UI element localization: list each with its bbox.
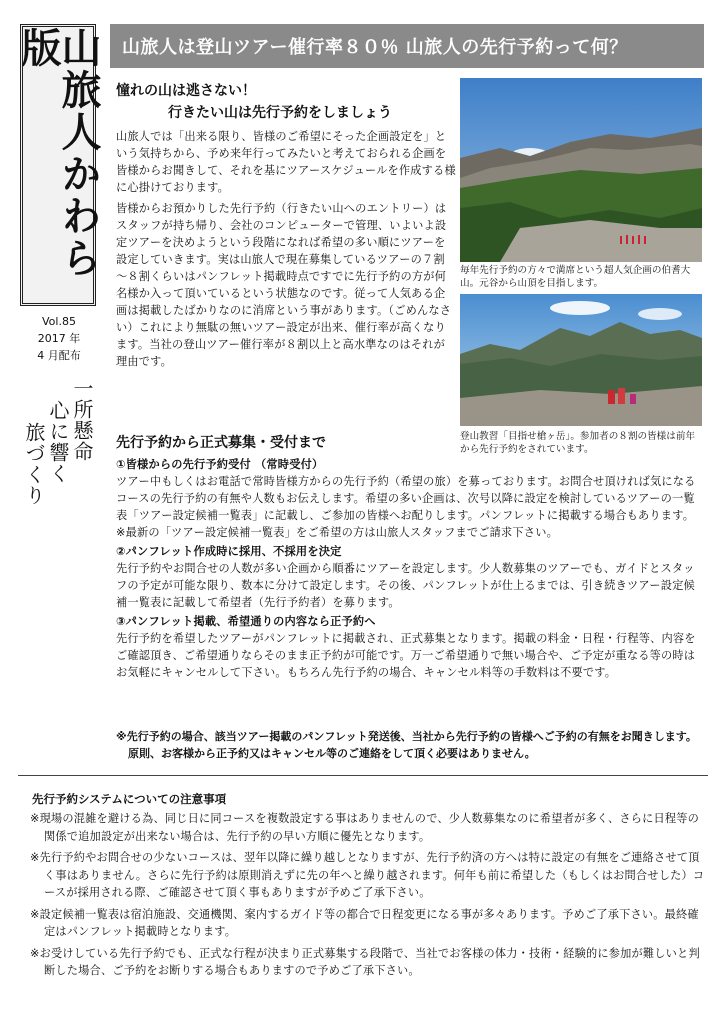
motto-line-1: 一所懸命 (70, 378, 94, 462)
notice-item: ※お受けしている先行予約でも、正式な行程が決まり正式募集する段階で、当社でお客様の体力・技術・経験的に参加が難しいと判断した場合、ご予約をお断りする場合もありますので予めご了承下さい。 (30, 946, 700, 977)
section-title: 先行予約から正式募集・受付まで (116, 435, 326, 451)
step-1-body: ツアー中もしくはお電話で常時皆様方からの先行予約（希望の旅）を募っております。お問合せ頂ければ気になるコースの先行予約の有無や人数もお伝えします。希望の多い企画は、次号以降に設定を検討しているツアーの一覧表「ツアー設定候補一覧表」に記載し、ご参加の皆様へお配りします。パンフレットに掲載する場合もあります。 (116, 475, 696, 522)
pre-reservation-note: ※先行予約の場合、該当ツアー掲載のパンフレット発送後、当社から先行予約の皆様へご予約の有無をお聞きします。原則、お客様から正予約又はキャンセル等のご連絡をして頂く必要はありません。 (116, 730, 697, 760)
newsletter-title-box (15, 24, 102, 306)
intro-heading-line-2: 行きたい山は先行予約をしましょう (168, 105, 392, 121)
steps-list (116, 456, 706, 681)
intro-paragraph-2: 皆様からお預かりした先行予約（行きたい山へのエントリー）はスタッフが持ち帰り、会社のコンピューターで管理、いよいよ設定ツアーを決めようという段階になれば希望の多い順にツアーを設定していきます。実は山旅人で現在募集しているツアーの７割～８割くらいはパンフレット掲載時点ですでに先行予約の方が何名様か入って頂いているという状態なのです。従って人気ある企画は掲載したばかりなのに消席という事があります。（ごめんなさい）これにより無駄の無いツアー設定が出来、催行率が高くなります。当社の登山ツアー催行率が８割以上と高水準なのはそれが理由です。 (116, 202, 452, 368)
step-1-note: ※最新の「ツアー設定候補一覧表」をご希望の方は山旅人スタッフまでご請求下さい。 (116, 526, 558, 539)
divider (18, 775, 708, 776)
step-1-title: ①皆様からの先行予約受付 （常時受付） (116, 458, 324, 471)
photo-caption-2: 登山教習「目指せ槍ヶ岳」。参加者の８割の皆様は前年から先行予約をされています。 (460, 431, 696, 455)
intro-heading-line-1: 憧れの山は逃さない！ (116, 83, 256, 99)
step-3-title: ③パンフレット掲載、希望通りの内容なら正予約へ (116, 615, 376, 628)
issue-info (18, 313, 100, 364)
photo-yarigatake (460, 294, 702, 426)
step-2-body: 先行予約やお問合せの人数が多い企画から順番にツアーを設定します。少人数募集のツアーでも、ガイドとスタッフの予定が可能な限り、数本に分けて設定します。その後、パンフレットが仕上るまでは、引き続きツアー設定候補一覧表に記載して希望者（先行予約者）を募ります。 (116, 562, 695, 609)
notice-list (30, 810, 710, 984)
photo-caption-1: 毎年先行予約の方々で満席という超人気企画の伯耆大山。元谷から山頂を目指します。 (460, 265, 691, 289)
step-2-title: ②パンフレット作成時に採用、不採用を決定 (116, 545, 342, 558)
volume-number: Vol.85 (42, 315, 76, 328)
mountain-photo-2 (460, 294, 702, 426)
newsletter-title: 山旅人かわら版 (15, 27, 102, 279)
notice-item: ※現場の混雑を避ける為、同じ日に同コースを複数設定する事はありませんので、少人数募集なのに希望者が多く、さらに日程等の関係で追加設定が出来ない場合は、先行予約の早い方順に優先となります。 (30, 812, 700, 843)
step-3-body: 先行予約を希望したツアーがパンフレットに掲載され、正式募集となります。掲載の料金・日程・行程等、内容をご確認頂き、ご希望通りならそのまま正予約が可能です。万一ご希望通りで無い場合や、ご予定が重なる等の時はお気軽にキャンセルして下さい。もちろん先行予約の場合、キャンセル料等の手数料は不要です。 (116, 632, 696, 679)
notice-item: ※設定候補一覧表は宿泊施設、交通機関、案内するガイド等の都合で日程変更になる事が多々あります。予めご了承下さい。最終確定はパンフレット掲載時となります。 (30, 907, 699, 938)
issue-year: 2017 年 (37, 332, 81, 345)
motto (24, 378, 92, 573)
issue-month: 4 月配布 (37, 349, 81, 362)
intro-paragraph-1: 山旅人では「出来る限り、皆様のご希望にそった企画設定を」という気持ちから、予め来年行ってみたいと考えておられる企画を皆様からお聞きして、それを基にツアースケジュールを作成する様に心掛けております。 (116, 130, 456, 194)
notice-title: 先行予約システムについての注意事項 (32, 792, 227, 806)
motto-line-2: 心に響く (46, 400, 70, 484)
motto-line-3: 旅づくり (22, 422, 46, 506)
photo-daisen (460, 78, 702, 262)
notice-item: ※先行予約やお問合せの少ないコースは、翌年以降に繰り越しとなりますが、先行予約済の方へは特に設定の有無をご連絡させて頂く事はありません。さらに先行予約は原則消えずに先の年へと繰り越されます。何年も前に希望した（もしくはお問合せした）コースが採用される際、ご確認させて頂く事もありますが予めご了承下さい。 (30, 851, 705, 899)
mountain-photo-1 (460, 78, 702, 262)
headline-banner: 山旅人は登山ツアー催行率８０％ 山旅人の先行予約って何？ (110, 24, 704, 68)
intro-heading (116, 80, 456, 124)
